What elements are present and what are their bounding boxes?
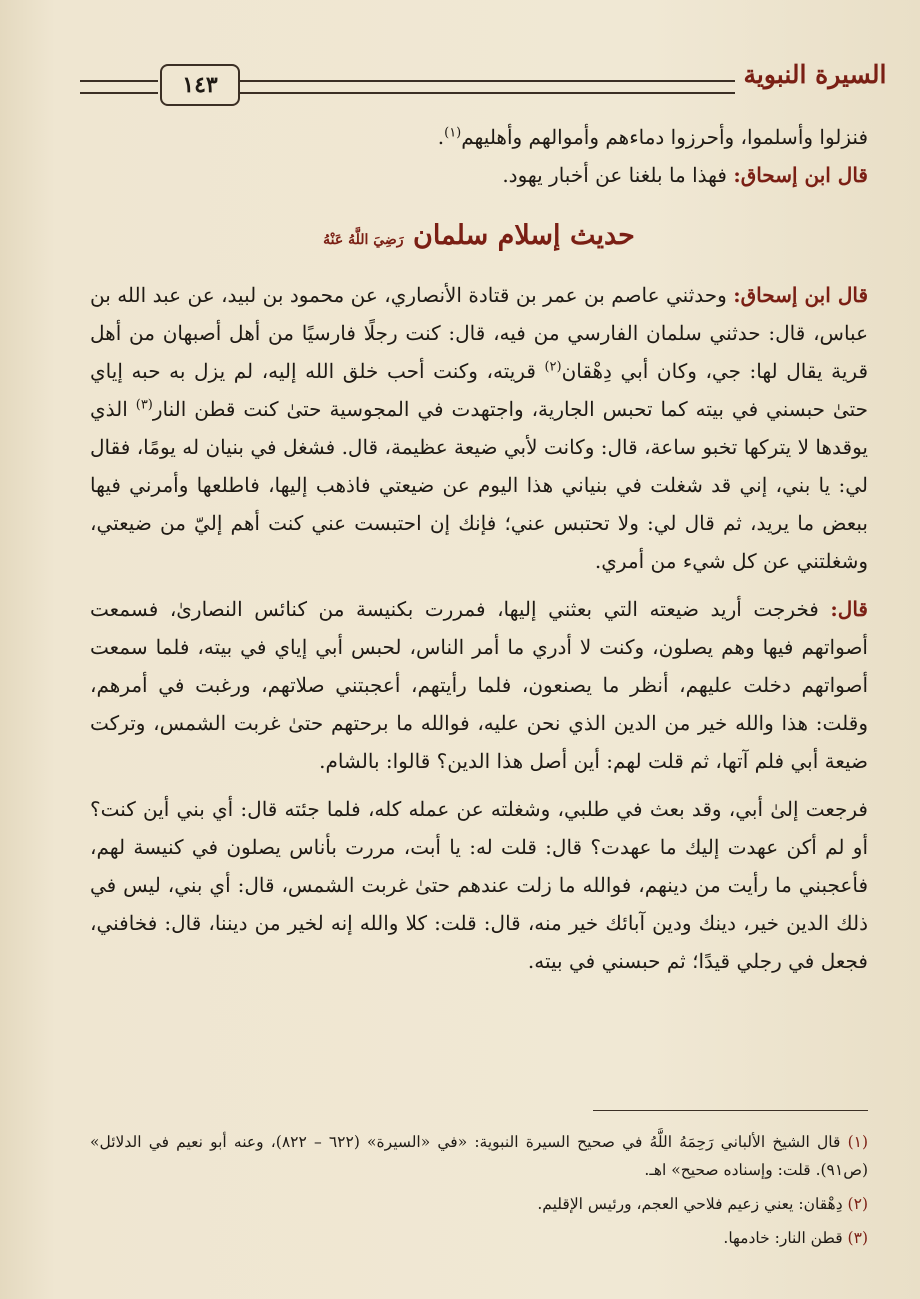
main-text	[90, 118, 868, 980]
paragraph-5: فرجعت إلىٰ أبي، وقد بعث في طلبي، وشغلته عن عمله كله، فلما جئته قال: أي بني أين كنت؟ أو لم أكن عهدت إليك ما عهدت؟ قال: قلت له: يا أبت، مررت بأناس يصلون في كنيسة لهم، فأعجبني ما رأيت من دينهم، فوالله ما زلت عندهم حتىٰ غربت الشمس، قال: أي بني، ليس في ذلك الدين خير، دينك ودين آبائك خير منه، قال: قلت: كلا والله إنه لخير من ديننا، قال: فخافني، فجعل في رجلي قيدًا؛ ثم حبسني في بيته.	[90, 797, 869, 973]
page-number: ١٤٣	[160, 64, 240, 106]
page-header	[80, 58, 890, 108]
paragraph-1: فنزلوا وأسلموا، وأحرزوا دماءهم وأموالهم وأهليهم$^{(١)}$.	[437, 125, 868, 149]
footnote-2: (٢) دِهْقان: يعني زعيم فلاحي العجم، ورئيس الإقليم.	[537, 1195, 868, 1213]
speaker-label: قال ابن إسحاق:	[733, 283, 869, 307]
header-rule-left	[80, 80, 158, 94]
honorific-mark: رَضِيَ اللَّهُ عَنْهُ	[323, 232, 404, 248]
running-title: السيرة النبوية	[743, 60, 887, 89]
footnote-1: (١) قال الشيخ الألباني رَحِمَهُ اللَّهُ في صحيح السيرة النبوية: «في «السيرة» (٦٢٢ – ٨٢٢)، وعنه أبو نعيم في الدلائل» (ص٩١). قلت: وإسناده صحيح» اهـ.	[90, 1133, 869, 1179]
footnote-divider	[593, 1110, 868, 1111]
footnote-3: (٣) قطن النار: خادمها.	[723, 1229, 868, 1247]
speaker-label: قال:	[830, 597, 868, 621]
paragraph-4: قال: فخرجت أريد ضيعته التي بعثني إليها، فمررت بكنيسة من كنائس النصارىٰ، فسمعت أصواتهم فيها وهم يصلون، وكنت لا أدري ما أمر الناس، لحبس أبي إياي في بيته، فلما سمعت أصواتهم دخلت عليهم، أنظر ما يصنعون، فلما رأيتهم، أعجبتني صلاتهم، ورغبت في أمرهم، وقلت: هذا والله خير من الدين الذي نحن عليه، فوالله ما برحتهم حتىٰ غربت الشمس، وتركت ضيعة أبي فلم آتها، ثم قلت لهم: أين أصل هذا الدين؟ قالوا: بالشام.	[90, 597, 868, 773]
paragraph-2: قال ابن إسحاق: فهذا ما بلغنا عن أخبار يهود.	[502, 163, 868, 187]
footnote-ref-2[interactable]: (٢)	[544, 359, 562, 375]
footnote-ref-3[interactable]: (٣)	[135, 397, 153, 413]
footnote-ref-1[interactable]: (١)	[444, 125, 462, 141]
footnotes	[90, 1128, 868, 1258]
section-title: حديث إسلام سلمان رَضِيَ اللَّهُ عَنْهُ	[323, 220, 635, 251]
speaker-label: قال ابن إسحاق:	[733, 163, 868, 187]
header-rule-right	[240, 80, 735, 94]
paragraph-3: قال ابن إسحاق: وحدثني عاصم بن عمر بن قتادة الأنصاري، عن محمود بن لبيد، عن عبد الله بن عباس، قال: حدثني سلمان الفارسي من فيه، قال: كنت رجلًا فارسيًا من أهل أصبهان من أهل قرية يقال لها: جي، وكان أبي دِهْقان$^{(٢)}$ قريته، وكنت أحب خلق الله إليه، لم يزل به حبه إياي حتىٰ حبسني في بيته كما تحبس الجارية، واجتهدت في المجوسية حتىٰ كنت قطن النار$^{(٣)}$ الذي يوقدها لا يتركها تخبو ساعة، قال: وكانت لأبي ضيعة عظيمة، قال. فشغل في بنيان له يومًا، فقال لي: يا بني، إني قد شغلت في بنياني هذا اليوم عن ضيعتي فاذهب إليها، فاطلعها وأمرني فيها ببعض ما يريد، ثم قال لي: ولا تحتبس عني؛ فإنك إن احتبست عني كنت أهم إليّ من ضيعتي، وشغلتني عن كل شيء من أمري.	[90, 283, 869, 573]
